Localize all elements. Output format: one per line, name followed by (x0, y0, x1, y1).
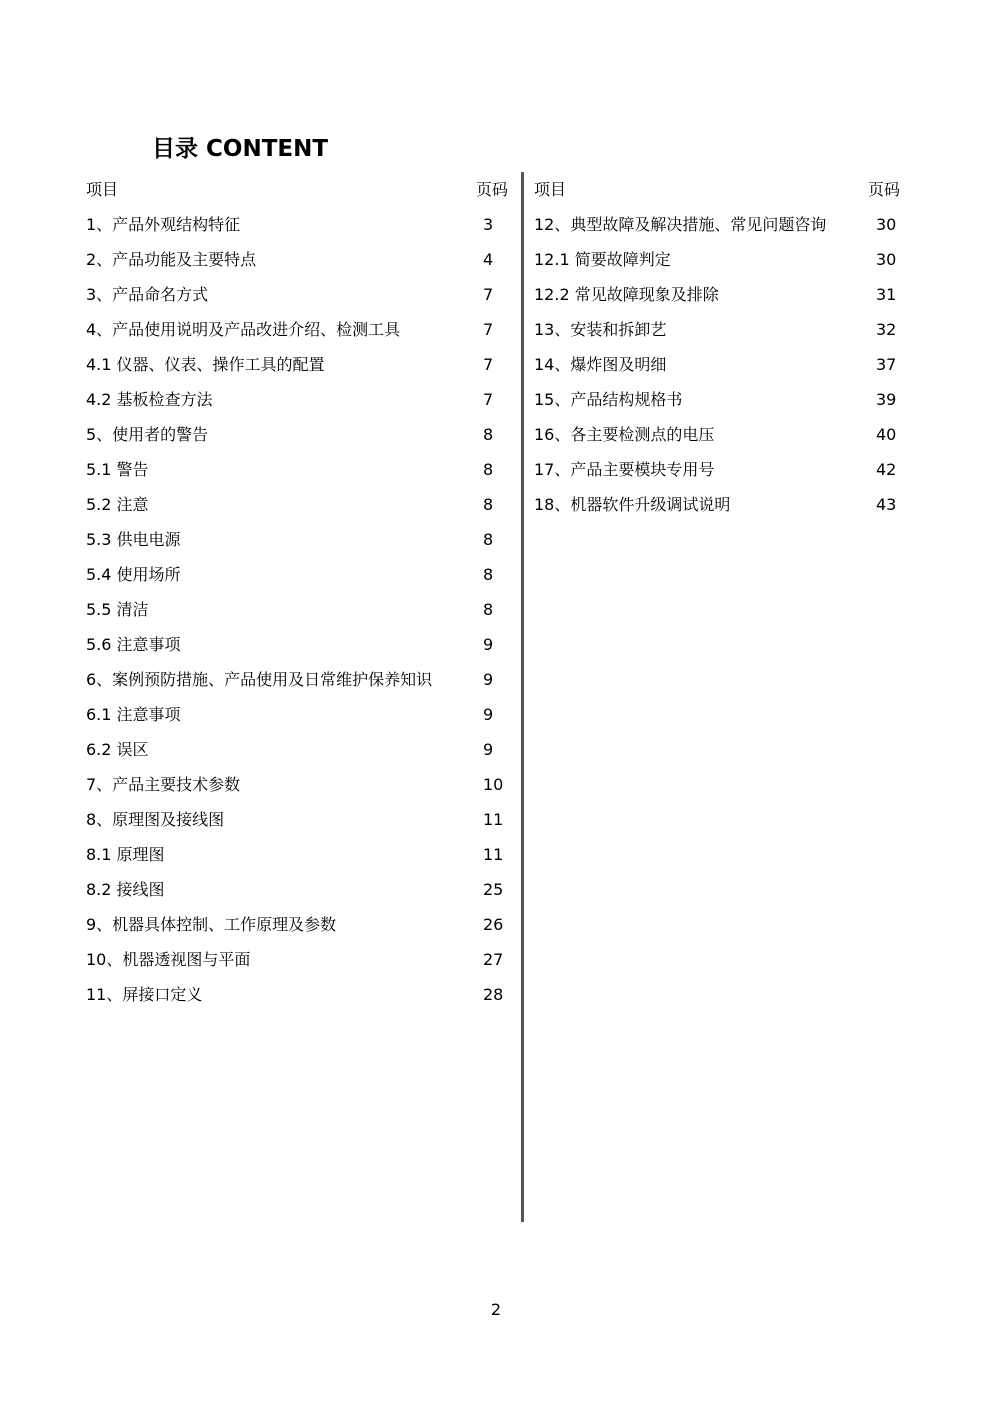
toc-entry-label[interactable]: 4.2 基板检查方法 (86, 390, 213, 409)
toc-entry-label[interactable]: 5.4 使用场所 (86, 565, 181, 584)
toc-entry-page[interactable]: 9 (483, 705, 494, 724)
toc-entry[interactable] (86, 907, 510, 942)
toc-entry-label[interactable]: 8.1 原理图 (86, 845, 165, 864)
toc-entry-page[interactable]: 7 (483, 355, 494, 374)
toc-entry-label[interactable]: 1、产品外观结构特征 (86, 215, 241, 234)
toc-entry-page[interactable]: 7 (483, 320, 494, 339)
toc-entry-page[interactable]: 7 (483, 285, 494, 304)
toc-entry-page[interactable]: 8 (483, 565, 494, 584)
toc-entry[interactable] (534, 347, 906, 382)
toc-entry[interactable] (86, 592, 510, 627)
toc-entry-label[interactable]: 6、案例预防措施、产品使用及日常维护保养知识 (86, 670, 433, 689)
toc-entry[interactable] (86, 942, 510, 977)
toc-entry[interactable] (534, 312, 906, 347)
toc-entry-page[interactable]: 7 (483, 390, 494, 409)
toc-entry-page[interactable]: 11 (483, 845, 504, 864)
toc-entry[interactable] (86, 662, 510, 697)
toc-entry[interactable] (86, 802, 510, 837)
toc-entry[interactable] (534, 417, 906, 452)
toc-entry-page[interactable]: 8 (483, 600, 494, 619)
toc-entry[interactable] (86, 452, 510, 487)
toc-entry[interactable] (86, 312, 510, 347)
toc-entry-label[interactable]: 7、产品主要技术参数 (86, 775, 241, 794)
toc-entry-page[interactable]: 3 (483, 215, 494, 234)
toc-entry-label[interactable]: 9、机器具体控制、工作原理及参数 (86, 915, 337, 934)
toc-entry-label[interactable]: 12、典型故障及解决措施、常见问题咨询 (534, 215, 827, 234)
toc-entry-page[interactable]: 39 (876, 390, 897, 409)
toc-entry[interactable] (86, 872, 510, 907)
toc-entry-list (86, 207, 510, 1012)
toc-header (534, 172, 906, 207)
toc-entry-page[interactable]: 8 (483, 425, 494, 444)
toc-entry-list (534, 207, 906, 522)
toc-entry[interactable] (534, 207, 906, 242)
toc-entry-page[interactable]: 9 (483, 740, 494, 759)
toc-entry-page[interactable]: 43 (876, 495, 897, 514)
toc-entry[interactable] (86, 242, 510, 277)
toc-entry-page[interactable]: 8 (483, 460, 494, 479)
toc-entry-label[interactable]: 5.5 清洁 (86, 600, 149, 619)
toc-entry[interactable] (86, 837, 510, 872)
toc-entry[interactable] (86, 767, 510, 802)
toc-entry-label[interactable]: 4、产品使用说明及产品改进介绍、检测工具 (86, 320, 401, 339)
toc-entry[interactable] (86, 977, 510, 1012)
toc-entry-page[interactable]: 8 (483, 530, 494, 549)
toc-entry[interactable] (86, 522, 510, 557)
toc-entry-label[interactable]: 6.2 误区 (86, 740, 149, 759)
toc-entry-label[interactable]: 5.3 供电电源 (86, 530, 181, 549)
page-title: 目录 CONTENT (152, 136, 329, 162)
toc-left-column (86, 172, 510, 1012)
page-column-header: 页码 (476, 180, 509, 199)
toc-entry-label[interactable]: 3、产品命名方式 (86, 285, 209, 304)
toc-entry-page[interactable]: 27 (483, 950, 504, 969)
toc-entry-label[interactable]: 8.2 接线图 (86, 880, 165, 899)
toc-entry[interactable] (86, 557, 510, 592)
toc-entry[interactable] (86, 627, 510, 662)
toc-entry-page[interactable]: 25 (483, 880, 504, 899)
toc-entry[interactable] (86, 697, 510, 732)
toc-entry-label[interactable]: 5.2 注意 (86, 495, 149, 514)
toc-entry[interactable] (534, 452, 906, 487)
toc-entry-page[interactable]: 37 (876, 355, 897, 374)
toc-entry-label[interactable]: 16、各主要检测点的电压 (534, 425, 715, 444)
toc-entry[interactable] (86, 277, 510, 312)
toc-entry-page[interactable]: 10 (483, 775, 504, 794)
toc-entry-label[interactable]: 6.1 注意事项 (86, 705, 181, 724)
toc-entry-page[interactable]: 8 (483, 495, 494, 514)
toc-entry-page[interactable]: 31 (876, 285, 897, 304)
toc-entry-label[interactable]: 12.1 简要故障判定 (534, 250, 671, 269)
toc-entry-label[interactable]: 18、机器软件升级调试说明 (534, 495, 731, 514)
toc-entry-label[interactable]: 13、安装和拆卸艺 (534, 320, 667, 339)
toc-entry-label[interactable]: 8、原理图及接线图 (86, 810, 225, 829)
toc-entry-label[interactable]: 17、产品主要模块专用号 (534, 460, 715, 479)
toc-entry-page[interactable]: 32 (876, 320, 897, 339)
toc-entry-page[interactable]: 9 (483, 635, 494, 654)
toc-entry-label[interactable]: 12.2 常见故障现象及排除 (534, 285, 719, 304)
page-column-header: 页码 (868, 180, 901, 199)
toc-entry[interactable] (86, 417, 510, 452)
toc-entry-label[interactable]: 15、产品结构规格书 (534, 390, 683, 409)
toc-entry-label[interactable]: 5.6 注意事项 (86, 635, 181, 654)
toc-entry-page[interactable]: 30 (876, 215, 897, 234)
toc-entry-label[interactable]: 11、屏接口定义 (86, 985, 203, 1004)
toc-entry-page[interactable]: 28 (483, 985, 504, 1004)
column-divider (521, 172, 524, 1222)
toc-entry-page[interactable]: 30 (876, 250, 897, 269)
item-column-header: 项目 (534, 180, 567, 199)
toc-entry-page[interactable]: 40 (876, 425, 897, 444)
toc-entry-page[interactable]: 4 (483, 250, 494, 269)
toc-entry[interactable] (534, 242, 906, 277)
toc-entry-label[interactable]: 5.1 警告 (86, 460, 149, 479)
toc-entry[interactable] (534, 277, 906, 312)
toc-entry[interactable] (86, 382, 510, 417)
toc-entry-page[interactable]: 26 (483, 915, 504, 934)
toc-entry[interactable] (86, 732, 510, 767)
toc-entry[interactable] (534, 382, 906, 417)
toc-entry[interactable] (86, 207, 510, 242)
toc-entry-page[interactable]: 9 (483, 670, 494, 689)
toc-right-column (534, 172, 906, 522)
toc-entry-page[interactable]: 42 (876, 460, 897, 479)
toc-entry-label[interactable]: 5、使用者的警告 (86, 425, 209, 444)
toc-entry[interactable] (86, 347, 510, 382)
toc-header (86, 172, 510, 207)
toc-entry[interactable] (86, 487, 510, 522)
toc-entry-label[interactable]: 14、爆炸图及明细 (534, 355, 667, 374)
toc-entry[interactable] (534, 487, 906, 522)
item-column-header: 项目 (86, 180, 119, 199)
toc-entry-label[interactable]: 2、产品功能及主要特点 (86, 250, 257, 269)
page-number: 2 (490, 1300, 502, 1319)
toc-entry-label[interactable]: 10、机器透视图与平面 (86, 950, 251, 969)
toc-entry-label[interactable]: 4.1 仪器、仪表、操作工具的配置 (86, 355, 325, 374)
toc-entry-page[interactable]: 11 (483, 810, 504, 829)
